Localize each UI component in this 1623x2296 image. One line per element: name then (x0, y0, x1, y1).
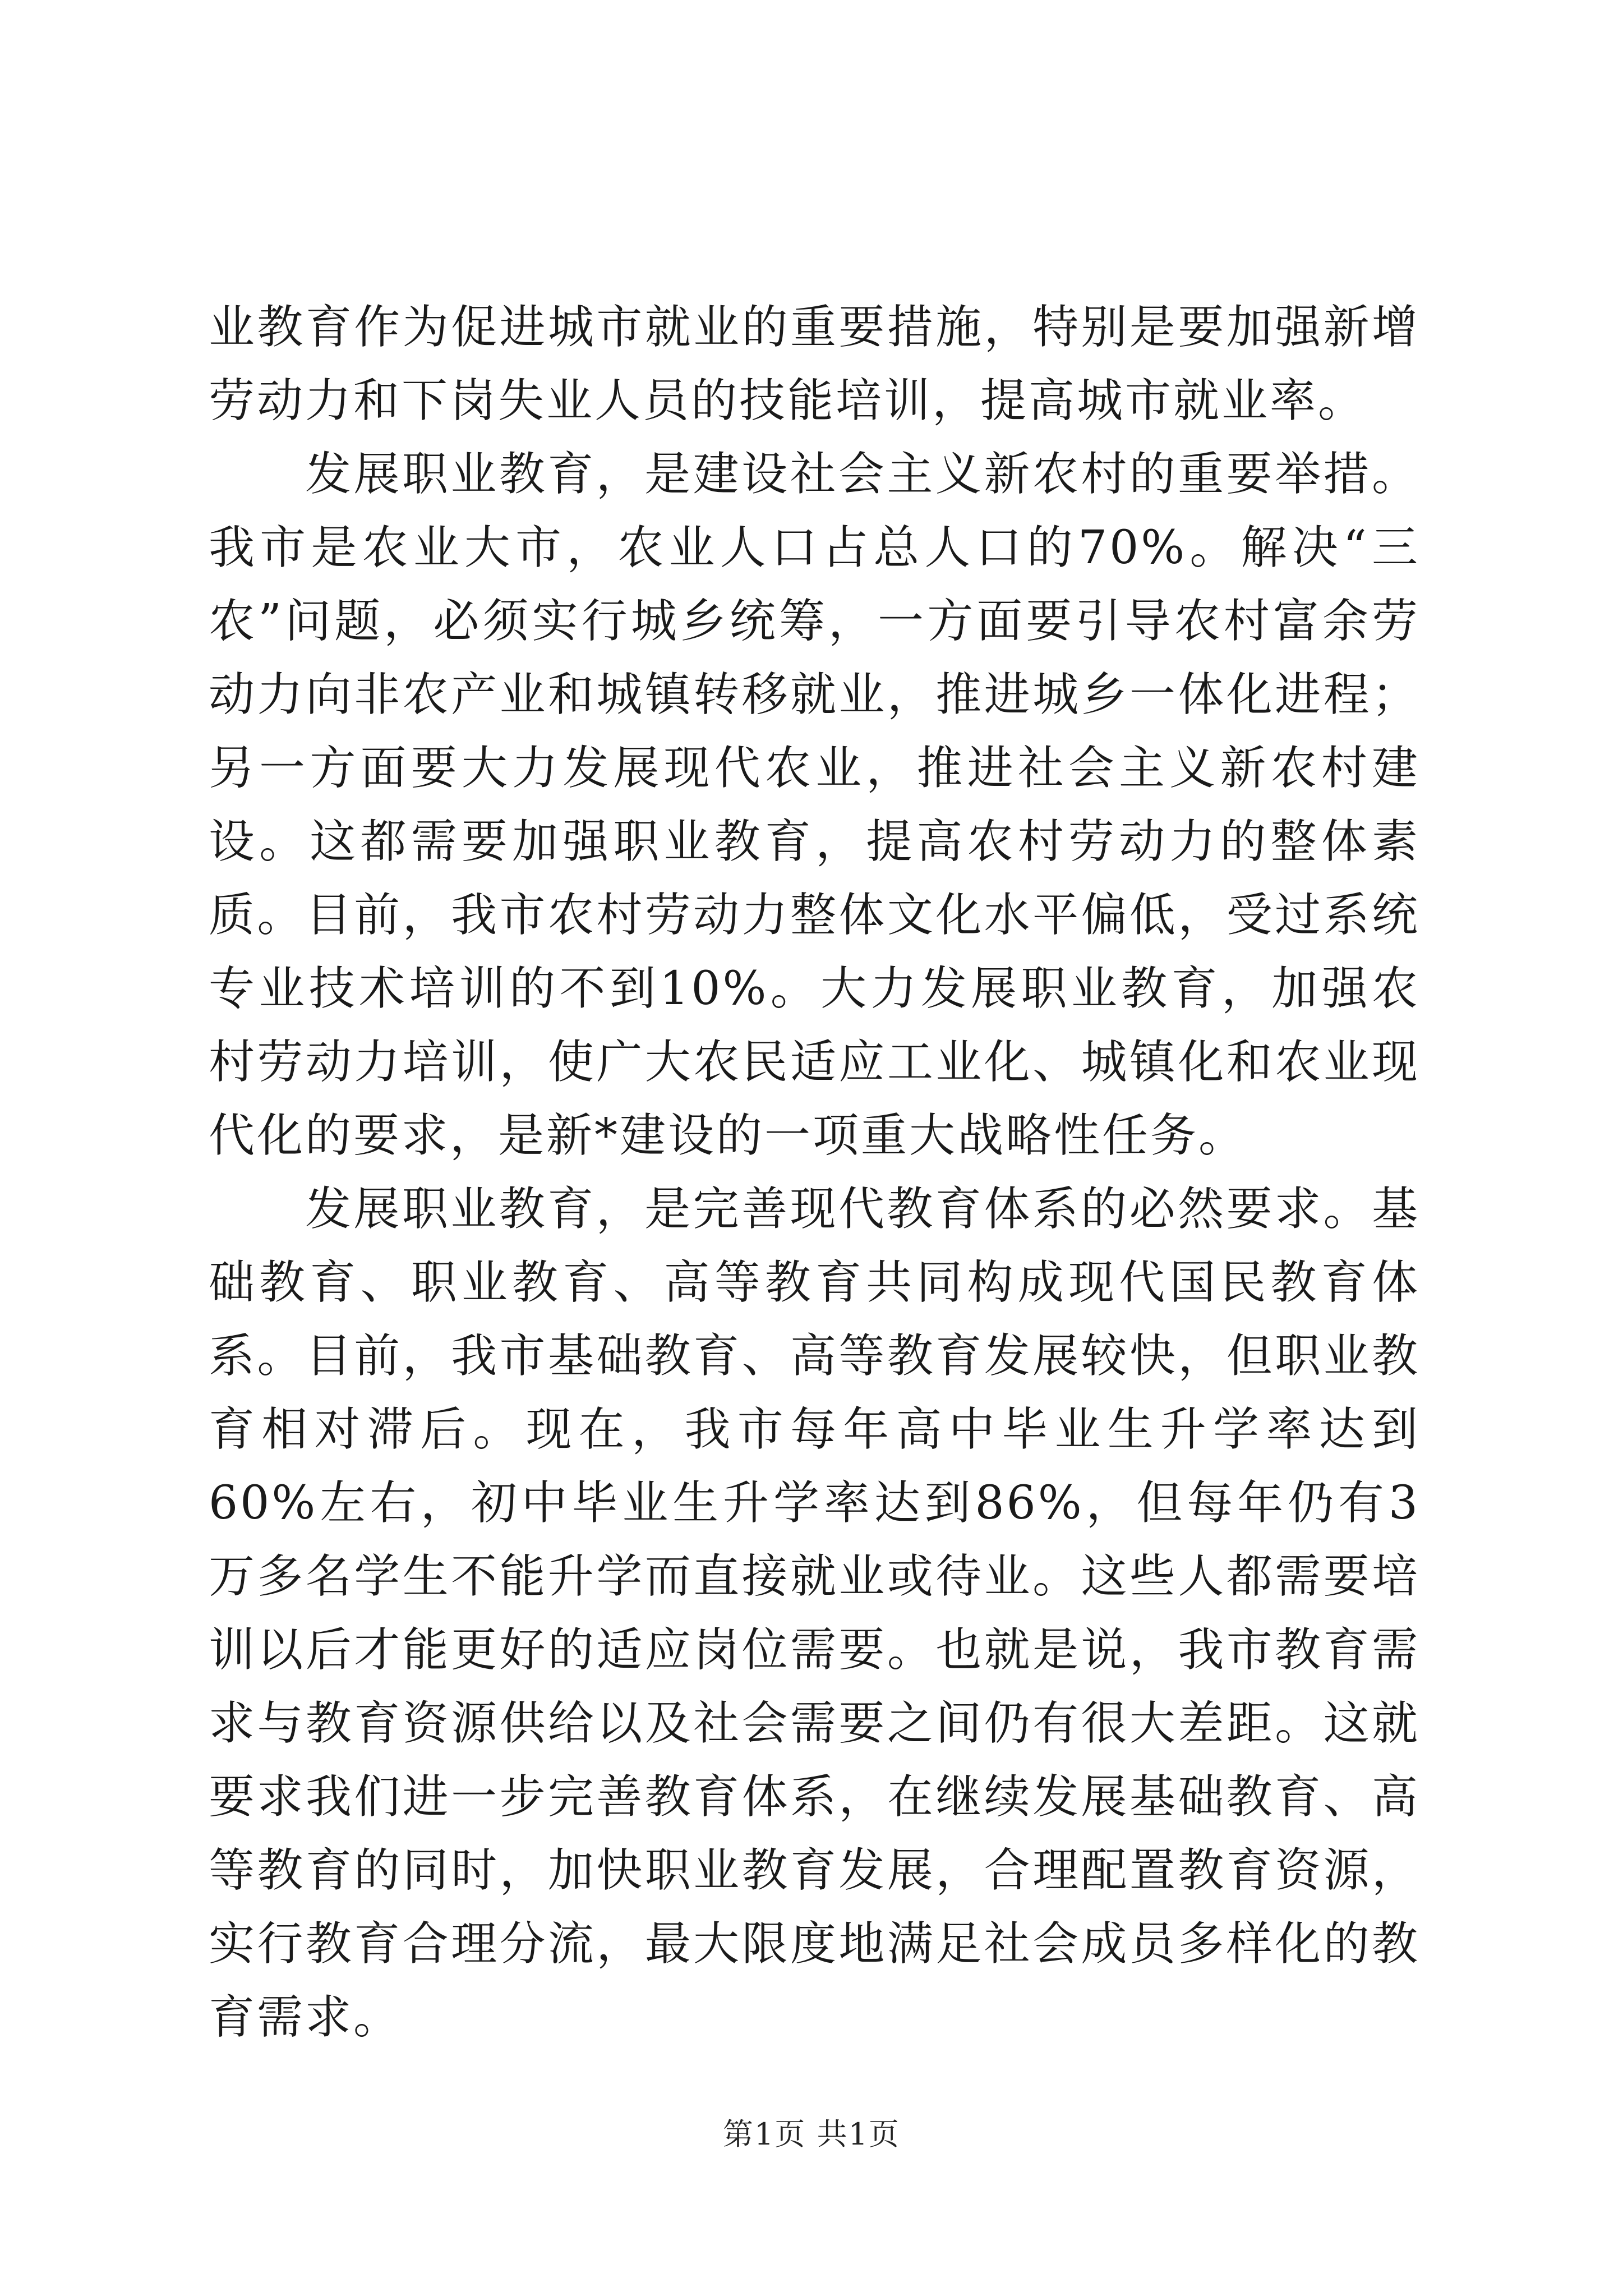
paragraph-3: 发展职业教育，是完善现代教育体系的必然要求。基础教育、职业教育、高等教育共同构成现代国民教育体系。目前，我市基础教育、高等教育发展较快，但职业教育相对滞后。现在，我市每年高中毕业生升学率达到60%左右，初中毕业生升学率达到86%，但每年仍有3万多名学生不能升学而直接就业或待业。这些人都需要培训以后才能更好的适应岗位需要。也就是说，我市教育需求与教育资源供给以及社会需要之间仍有很大差距。这就要求我们进一步完善教育体系，在继续发展基础教育、高等教育的同时，加快职业教育发展，合理配置教育资源，实行教育合理分流，最大限度地满足社会成员多样化的教育需求。 (209, 1182, 1420, 2044)
document-body (209, 291, 1420, 2054)
page-footer: 第1页 共1页 (723, 2116, 900, 2152)
paragraph-1: 业教育作为促进城市就业的重要措施，特别是要加强新增劳动力和下岗失业人员的技能培训，提高城市就业率。 (209, 301, 1420, 427)
paragraph-2: 发展职业教育，是建设社会主义新农村的重要举措。我市是农业大市，农业人口占总人口的70%。解决“三农”问题，必须实行城乡统筹，一方面要引导农村富余劳动力向非农产业和城镇转移就业，推进城乡一体化进程；另一方面要大力发展现代农业，推进社会主义新农村建设。这都需要加强职业教育，提高农村劳动力的整体素质。目前，我市农村劳动力整体文化水平偏低，受过系统专业技术培训的不到10%。大力发展职业教育，加强农村劳动力培训，使广大农民适应工业化、城镇化和农业现代化的要求，是新*建设的一项重大战略性任务。 (209, 448, 1420, 1162)
